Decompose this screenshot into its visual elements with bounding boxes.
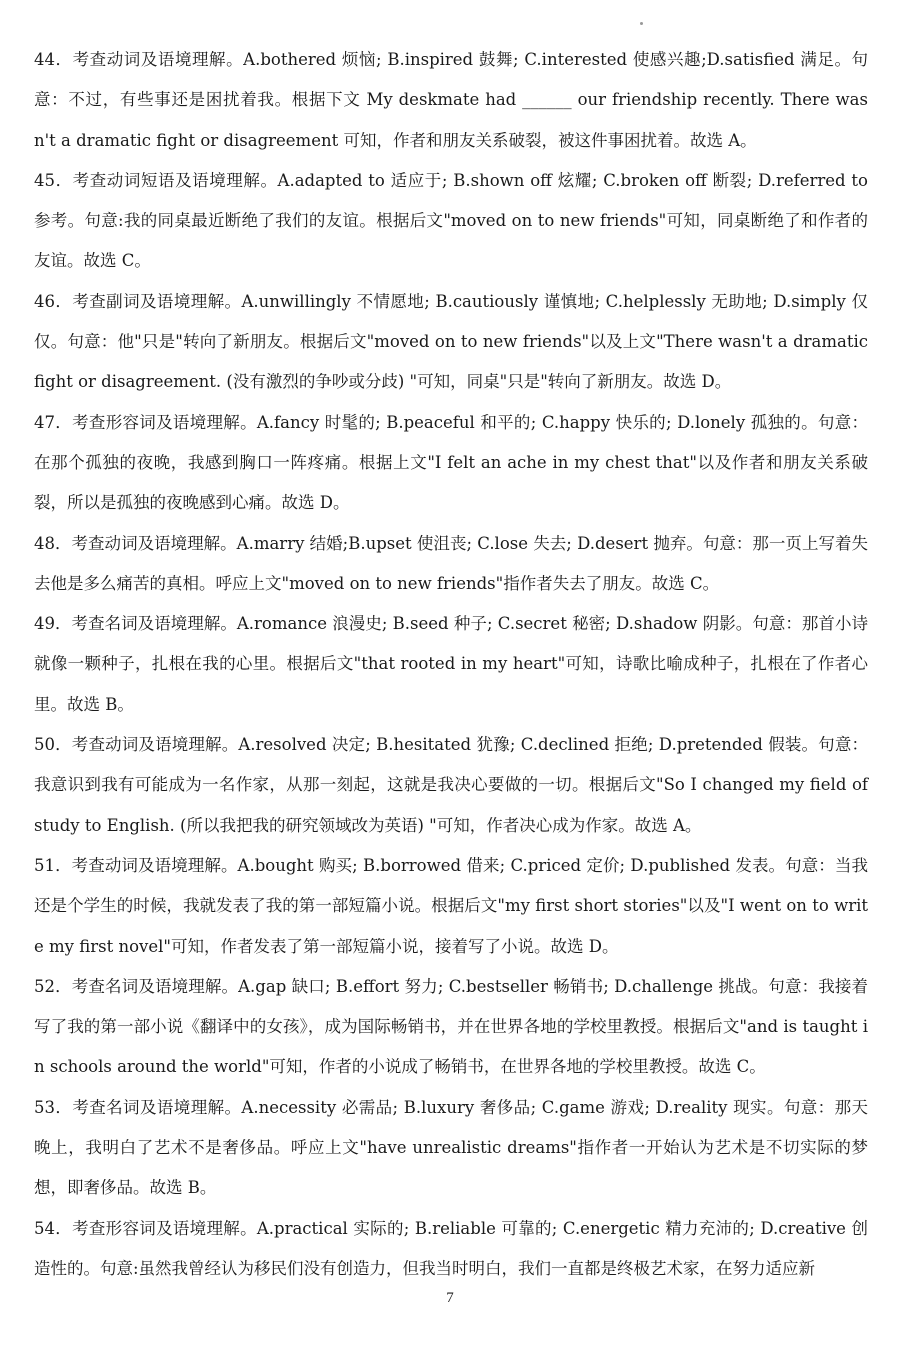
explanation-45: 45．考查动词短语及语境理解。A.adapted to 适应于; B.shown off 炫耀; C.broken off 断裂; D.referred to 参考。句意:我的同桌最近断绝了我们的友谊。根据后文"moved on to new friends"可知，同桌断绝了和作者的友谊。故选 C。 <box>34 170 868 271</box>
explanation-52: 52．考查名词及语境理解。A.gap 缺口; B.effort 努力; C.bestseller 畅销书; D.challenge 挑战。句意：我接着写了我的第一部小说《翻译中的女孩》，成为国际畅销书，并在世界各地的学校里教授。根据后文"and is taught in schools around the world"可知，作者的小说成了畅销书，在世界各地的学校里教授。故选 C。 <box>34 976 868 1077</box>
explanation-54: 54．考查形容词及语境理解。A.practical 实际的; B.reliable 可靠的; C.energetic 精力充沛的; D.creative 创造性的。句意:虽然我曾经认为移民们没有创造力，但我当时明白，我们一直都是终极艺术家，在努力适应新 <box>34 1218 868 1278</box>
explanation-49: 49．考查名词及语境理解。A.romance 浪漫史; B.seed 种子; C.secret 秘密; D.shadow 阴影。句意：那首小诗就像一颗种子，扎根在我的心里。根据后文"that rooted in my heart"可知，诗歌比喻成种子，扎根在了作者心里。故选 B。 <box>34 614 868 714</box>
explanation-48: 48．考查动词及语境理解。A.marry 结婚;B.upset 使沮丧; C.lose 失去; D.desert 抛弃。句意：那一页上写着失去他是多么痛苦的真相。呼应上文"moved on to new friends"指作者失去了朋友。故选 C。 <box>34 533 868 593</box>
explanation-44: 44．考查动词及语境理解。A.bothered 烦恼; B.inspired 鼓舞; C.interested 使感兴趣;D.satisfied 满足。句意：不过，有些事还是困扰着我。根据下文 My deskmate had ______ our friendship recently. There wasn't a dramatic fight or disagreement 可知，作者和朋友关系破裂，被这件事困扰着。故选 A。 <box>34 50 868 150</box>
explanation-53: 53．考查名词及语境理解。A.necessity 必需品; B.luxury 奢侈品; C.game 游戏; D.reality 现实。句意：那天晚上，我明白了艺术不是奢侈品。呼应上文"have unrealistic dreams"指作者一开始认为艺术是不切实际的梦想，即奢侈品。故选 B。 <box>34 1097 868 1198</box>
explanation-46: 46．考查副词及语境理解。A.unwillingly 不情愿地; B.cautiously 谨慎地; C.helplessly 无助地; D.simply 仅仅。句意：他"只是"转向了新朋友。根据后文"moved on to new friends"以及上文"There wasn't a dramatic fight or disagreement. (没有激烈的争吵或分歧) "可知，同桌"只是"转向了新朋友。故选 D。 <box>34 291 868 392</box>
scan-mark <box>640 22 643 25</box>
answer-explanations <box>34 40 868 1289</box>
explanation-50: 50．考查动词及语境理解。A.resolved 决定; B.hesitated 犹豫; C.declined 拒绝; D.pretended 假装。句意：我意识到我有可能成为一名作家，从那一刻起，这就是我决心要做的一切。根据后文"So I changed my field of study to English. (所以我把我的研究领域改为英语) "可知，作者决心成为作家。故选 A。 <box>34 735 868 835</box>
explanation-47: 47．考查形容词及语境理解。A.fancy 时髦的; B.peaceful 和平的; C.happy 快乐的; D.lonely 孤独的。句意：在那个孤独的夜晚，我感到胸口一阵疼痛。根据上文"I felt an ache in my chest that"以及作者和朋友关系破裂，所以是孤独的夜晚感到心痛。故选 D。 <box>34 412 868 513</box>
explanation-51: 51．考查动词及语境理解。A.bought 购买; B.borrowed 借来; C.priced 定价; D.published 发表。句意：当我还是个学生的时候，我就发表了我的第一部短篇小说。根据后文"my first short stories"以及"I went on to write my first novel"可知，作者发表了第一部短篇小说，接着写了小说。故选 D。 <box>34 855 868 956</box>
page-number: 7 <box>446 1290 454 1306</box>
